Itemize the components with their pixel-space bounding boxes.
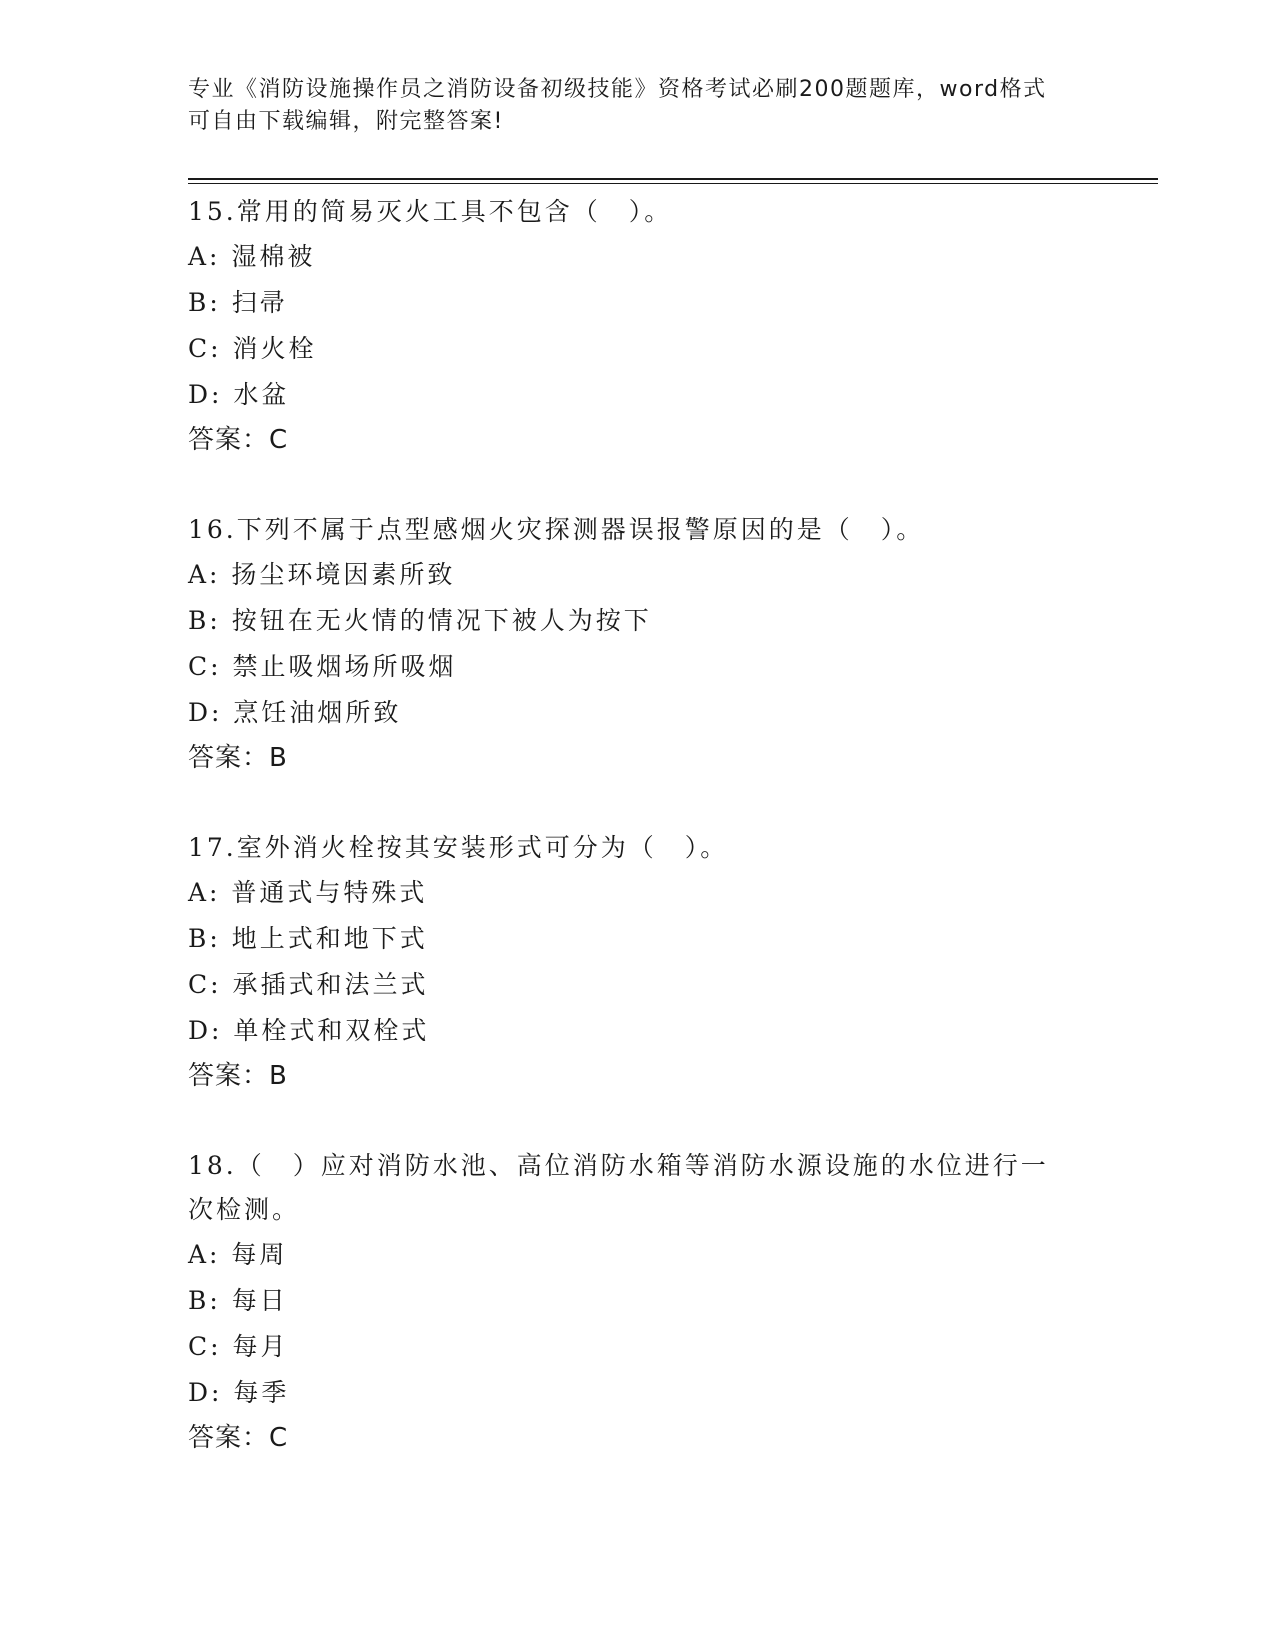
question-16 <box>188 508 1088 780</box>
answer-line: 答案：C <box>188 425 289 455</box>
option-c: C: 消火栓 <box>188 334 317 363</box>
question-stem: 17.室外消火栓按其安装形式可分为（ ）。 <box>188 833 729 862</box>
option-b: B: 每日 <box>188 1286 288 1315</box>
question-18 <box>188 1144 1088 1460</box>
answer-line: 答案：B <box>188 743 288 773</box>
option-a: A: 普通式与特殊式 <box>188 878 428 907</box>
option-a: A: 湿棉被 <box>188 242 316 271</box>
question-15 <box>188 190 1088 462</box>
option-a: A: 每周 <box>188 1240 288 1269</box>
answer-line: 答案：B <box>188 1061 288 1091</box>
header-divider-thick <box>188 178 1158 180</box>
question-17 <box>188 826 1088 1098</box>
question-stem: 16.下列不属于点型感烟火灾探测器误报警原因的是（ ）。 <box>188 515 925 544</box>
option-d: D: 每季 <box>188 1378 290 1407</box>
option-b: B: 地上式和地下式 <box>188 924 428 953</box>
document-header: 专业《消防设施操作员之消防设备初级技能》资格考试必刷200题题库，word格式可自由下载编辑，附完整答案! <box>188 77 1047 134</box>
option-c: C: 每月 <box>188 1332 289 1361</box>
header-divider-thin <box>188 183 1158 184</box>
option-c: C: 禁止吸烟场所吸烟 <box>188 652 457 681</box>
option-d: D: 水盆 <box>188 380 290 409</box>
question-stem: 15.常用的简易灭火工具不包含（ ）。 <box>188 197 673 226</box>
option-d: D: 单栓式和双栓式 <box>188 1016 430 1045</box>
option-b: B: 按钮在无火情的情况下被人为按下 <box>188 606 652 635</box>
option-a: A: 扬尘环境因素所致 <box>188 560 456 589</box>
option-b: B: 扫帚 <box>188 288 288 317</box>
option-c: C: 承插式和法兰式 <box>188 970 429 999</box>
question-list <box>188 190 1088 1506</box>
option-d: D: 烹饪油烟所致 <box>188 698 402 727</box>
answer-line: 答案：C <box>188 1423 289 1453</box>
question-stem: 18.（ ）应对消防水池、高位消防水箱等消防水源设施的水位进行一次检测。 <box>188 1151 1049 1224</box>
